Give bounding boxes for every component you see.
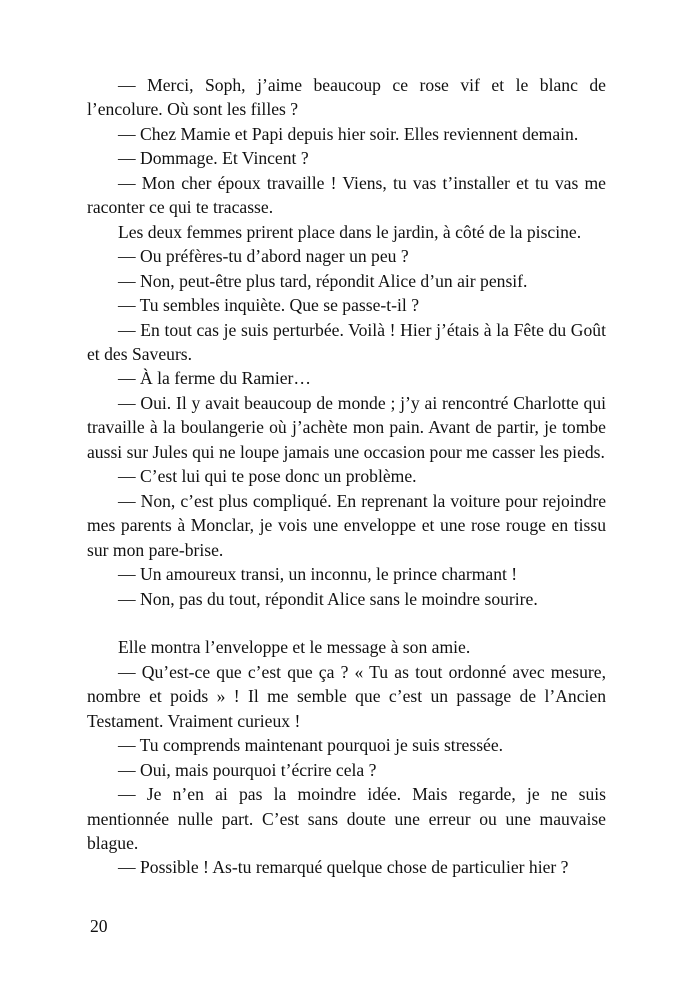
section-break — [87, 611, 606, 635]
paragraph: — Dommage. Et Vincent ? — [118, 148, 309, 169]
paragraph: — Oui. Il y avait beaucoup de monde ; j’y ai rencontré Charlotte qui travaille à la boulangerie où j’achète mon pain. Avant de partir, je tombe aussi sur Jules qui ne loupe jamais une occasion pour me casser les pieds. — [87, 392, 606, 462]
paragraph: Elle montra l’enveloppe et le message à son amie. — [118, 637, 471, 658]
paragraph: — Je n’en ai pas la moindre idée. Mais regarde, je ne suis mentionnée nulle part. C’est sans doute une erreur ou une mauvaise blague. — [87, 784, 606, 854]
paragraph: — Mon cher époux travaille ! Viens, tu vas t’installer et tu vas me raconter ce qui te tracasse. — [87, 172, 606, 218]
page-number: 20 — [90, 916, 108, 936]
paragraph: — En tout cas je suis perturbée. Voilà ! Hier j’étais à la Fête du Goût et des Saveurs. — [87, 319, 606, 364]
paragraph: — Non, c’est plus compliqué. En reprenant la voiture pour rejoindre mes parents à Monclar, je vois une enveloppe et une rose rouge en tissu sur mon pare-brise. — [87, 490, 606, 560]
paragraph: — À la ferme du Ramier… — [118, 368, 311, 389]
paragraph: Les deux femmes prirent place dans le jardin, à côté de la piscine. — [118, 221, 582, 242]
paragraph: — Non, pas du tout, répondit Alice sans le moindre sourire. — [118, 588, 538, 609]
paragraph: — Un amoureux transi, un inconnu, le prince charmant ! — [118, 564, 518, 585]
paragraph: — Non, peut-être plus tard, répondit Alice d’un air pensif. — [118, 270, 528, 291]
paragraph: — Oui, mais pourquoi t’écrire cela ? — [118, 759, 377, 780]
paragraph: — Qu’est-ce que c’est que ça ? « Tu as tout ordonné avec mesure, nombre et poids » ! Il me semble que c’est un passage de l’Ancien Testament. Vraiment curieux ! — [87, 661, 606, 731]
paragraph: — Tu comprends maintenant pourquoi je suis stressée. — [118, 735, 504, 756]
paragraph: — Possible ! As-tu remarqué quelque chose de particulier hier ? — [118, 857, 569, 878]
paragraph: — Ou préfères-tu d’abord nager un peu ? — [118, 246, 409, 267]
page-body — [87, 73, 606, 880]
paragraph: — C’est lui qui te pose donc un problème. — [118, 466, 417, 487]
paragraph: — Tu sembles inquiète. Que se passe-t-il ? — [118, 295, 420, 316]
paragraph: — Merci, Soph, j’aime beaucoup ce rose vif et le blanc de l’encolure. Où sont les filles ? — [87, 75, 606, 120]
paragraph: — Chez Mamie et Papi depuis hier soir. Elles reviennent demain. — [118, 123, 579, 144]
